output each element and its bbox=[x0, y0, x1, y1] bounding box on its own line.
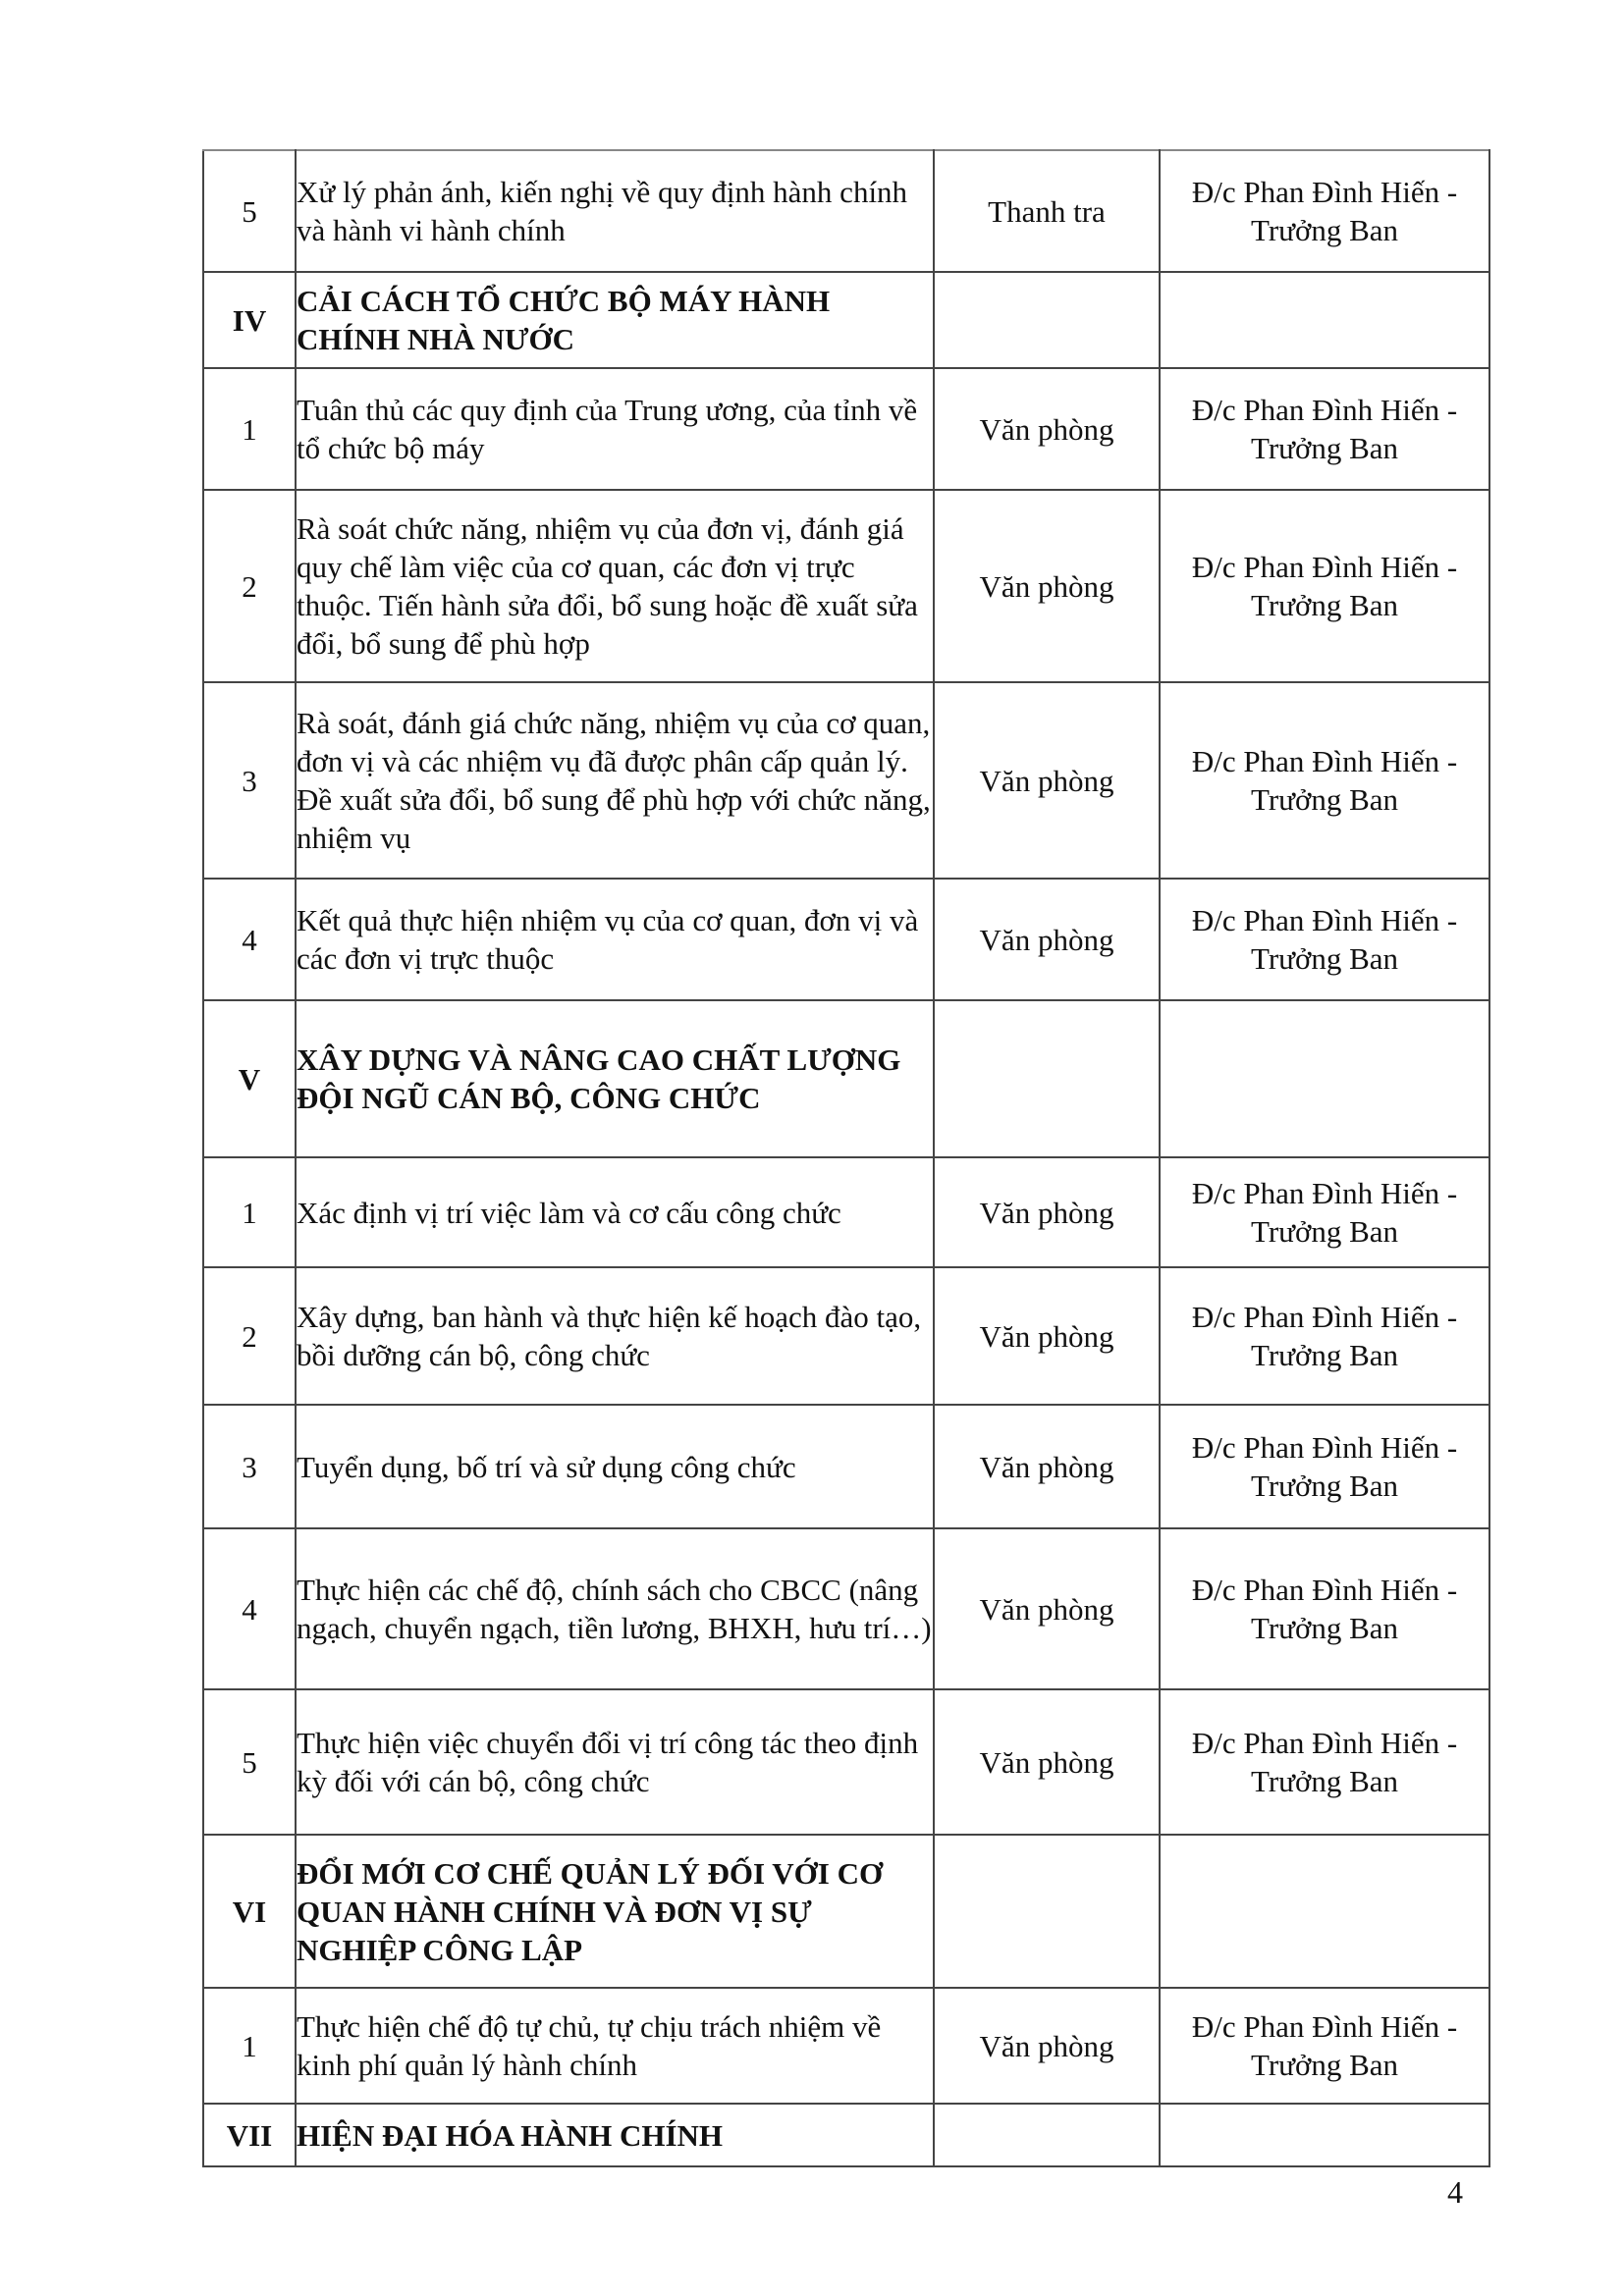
leader-cell bbox=[1160, 1000, 1489, 1157]
section-row bbox=[203, 272, 1489, 368]
table-row bbox=[203, 490, 1489, 682]
task-cell: Thực hiện việc chuyển đổi vị trí công tác theo định kỳ đối với cán bộ, công chức bbox=[296, 1689, 934, 1835]
table-row bbox=[203, 879, 1489, 1000]
table-row bbox=[203, 1689, 1489, 1835]
leader-cell: Đ/c Phan Đình Hiến - Trưởng Ban bbox=[1160, 1689, 1489, 1835]
row-number-cell: 4 bbox=[203, 1528, 296, 1689]
section-row bbox=[203, 1835, 1489, 1988]
unit-cell bbox=[934, 272, 1160, 368]
leader-cell: Đ/c Phan Đình Hiến - Trưởng Ban bbox=[1160, 1528, 1489, 1689]
plan-table-body bbox=[203, 150, 1489, 2166]
row-number-cell: VI bbox=[203, 1835, 296, 1988]
table-row bbox=[203, 1267, 1489, 1405]
unit-cell: Văn phòng bbox=[934, 490, 1160, 682]
task-cell: Kết quả thực hiện nhiệm vụ của cơ quan, đơn vị và các đơn vị trực thuộc bbox=[296, 879, 934, 1000]
row-number-cell: 5 bbox=[203, 1689, 296, 1835]
leader-cell: Đ/c Phan Đình Hiến - Trưởng Ban bbox=[1160, 150, 1489, 272]
task-cell: Xác định vị trí việc làm và cơ cấu công chức bbox=[296, 1157, 934, 1267]
row-number-cell: 3 bbox=[203, 682, 296, 879]
leader-cell bbox=[1160, 2104, 1489, 2166]
row-number-cell: 2 bbox=[203, 490, 296, 682]
task-cell: Rà soát, đánh giá chức năng, nhiệm vụ của cơ quan, đơn vị và các nhiệm vụ đã được phân cấp quản lý. Đề xuất sửa đổi, bổ sung để phù hợp với chức năng, nhiệm vụ bbox=[296, 682, 934, 879]
row-number-cell: 3 bbox=[203, 1405, 296, 1528]
unit-cell: Văn phòng bbox=[934, 682, 1160, 879]
table-row bbox=[203, 1157, 1489, 1267]
section-row bbox=[203, 2104, 1489, 2166]
row-number-cell: 1 bbox=[203, 368, 296, 490]
leader-cell bbox=[1160, 1835, 1489, 1988]
unit-cell: Văn phòng bbox=[934, 1988, 1160, 2104]
task-cell: Rà soát chức năng, nhiệm vụ của đơn vị, đánh giá quy chế làm việc của cơ quan, các đơn vị trực thuộc. Tiến hành sửa đổi, bổ sung hoặc đề xuất sửa đổi, bổ sung để phù hợp bbox=[296, 490, 934, 682]
leader-cell bbox=[1160, 272, 1489, 368]
row-number-cell: IV bbox=[203, 272, 296, 368]
task-cell: Thực hiện chế độ tự chủ, tự chịu trách nhiệm về kinh phí quản lý hành chính bbox=[296, 1988, 934, 2104]
task-cell: Tuyển dụng, bố trí và sử dụng công chức bbox=[296, 1405, 934, 1528]
row-number-cell: 5 bbox=[203, 150, 296, 272]
task-cell: Thực hiện các chế độ, chính sách cho CBCC (nâng ngạch, chuyển ngạch, tiền lương, BHXH, hưu trí…) bbox=[296, 1528, 934, 1689]
table-row bbox=[203, 682, 1489, 879]
task-cell: HIỆN ĐẠI HÓA HÀNH CHÍNH bbox=[296, 2104, 934, 2166]
leader-cell: Đ/c Phan Đình Hiến - Trưởng Ban bbox=[1160, 682, 1489, 879]
unit-cell: Văn phòng bbox=[934, 368, 1160, 490]
unit-cell: Văn phòng bbox=[934, 1689, 1160, 1835]
unit-cell: Thanh tra bbox=[934, 150, 1160, 272]
table-row bbox=[203, 150, 1489, 272]
unit-cell bbox=[934, 2104, 1160, 2166]
table-row bbox=[203, 1988, 1489, 2104]
row-number-cell: 4 bbox=[203, 879, 296, 1000]
task-cell: Xử lý phản ánh, kiến nghị về quy định hành chính và hành vi hành chính bbox=[296, 150, 934, 272]
row-number-cell: V bbox=[203, 1000, 296, 1157]
row-number-cell: 1 bbox=[203, 1988, 296, 2104]
task-cell: Xây dựng, ban hành và thực hiện kế hoạch đào tạo, bồi dưỡng cán bộ, công chức bbox=[296, 1267, 934, 1405]
row-number-cell: VII bbox=[203, 2104, 296, 2166]
unit-cell: Văn phòng bbox=[934, 879, 1160, 1000]
task-cell: ĐỔI MỚI CƠ CHẾ QUẢN LÝ ĐỐI VỚI CƠ QUAN HÀNH CHÍNH VÀ ĐƠN VỊ SỰ NGHIỆP CÔNG LẬP bbox=[296, 1835, 934, 1988]
leader-cell: Đ/c Phan Đình Hiến - Trưởng Ban bbox=[1160, 368, 1489, 490]
leader-cell: Đ/c Phan Đình Hiến - Trưởng Ban bbox=[1160, 1988, 1489, 2104]
leader-cell: Đ/c Phan Đình Hiến - Trưởng Ban bbox=[1160, 1157, 1489, 1267]
section-row bbox=[203, 1000, 1489, 1157]
task-cell: XÂY DỰNG VÀ NÂNG CAO CHẤT LƯỢNG ĐỘI NGŨ CÁN BỘ, CÔNG CHỨC bbox=[296, 1000, 934, 1157]
unit-cell bbox=[934, 1835, 1160, 1988]
table-row bbox=[203, 1528, 1489, 1689]
leader-cell: Đ/c Phan Đình Hiến - Trưởng Ban bbox=[1160, 879, 1489, 1000]
unit-cell: Văn phòng bbox=[934, 1267, 1160, 1405]
leader-cell: Đ/c Phan Đình Hiến - Trưởng Ban bbox=[1160, 490, 1489, 682]
row-number-cell: 1 bbox=[203, 1157, 296, 1267]
table-row bbox=[203, 368, 1489, 490]
leader-cell: Đ/c Phan Đình Hiến - Trưởng Ban bbox=[1160, 1405, 1489, 1528]
table-row bbox=[203, 1405, 1489, 1528]
page-number: 4 bbox=[1447, 2174, 1463, 2210]
row-number-cell: 2 bbox=[203, 1267, 296, 1405]
unit-cell: Văn phòng bbox=[934, 1157, 1160, 1267]
unit-cell: Văn phòng bbox=[934, 1405, 1160, 1528]
task-cell: CẢI CÁCH TỔ CHỨC BỘ MÁY HÀNH CHÍNH NHÀ NƯỚC bbox=[296, 272, 934, 368]
leader-cell: Đ/c Phan Đình Hiến - Trưởng Ban bbox=[1160, 1267, 1489, 1405]
unit-cell bbox=[934, 1000, 1160, 1157]
task-cell: Tuân thủ các quy định của Trung ương, của tỉnh về tổ chức bộ máy bbox=[296, 368, 934, 490]
unit-cell: Văn phòng bbox=[934, 1528, 1160, 1689]
plan-table bbox=[202, 149, 1490, 2167]
